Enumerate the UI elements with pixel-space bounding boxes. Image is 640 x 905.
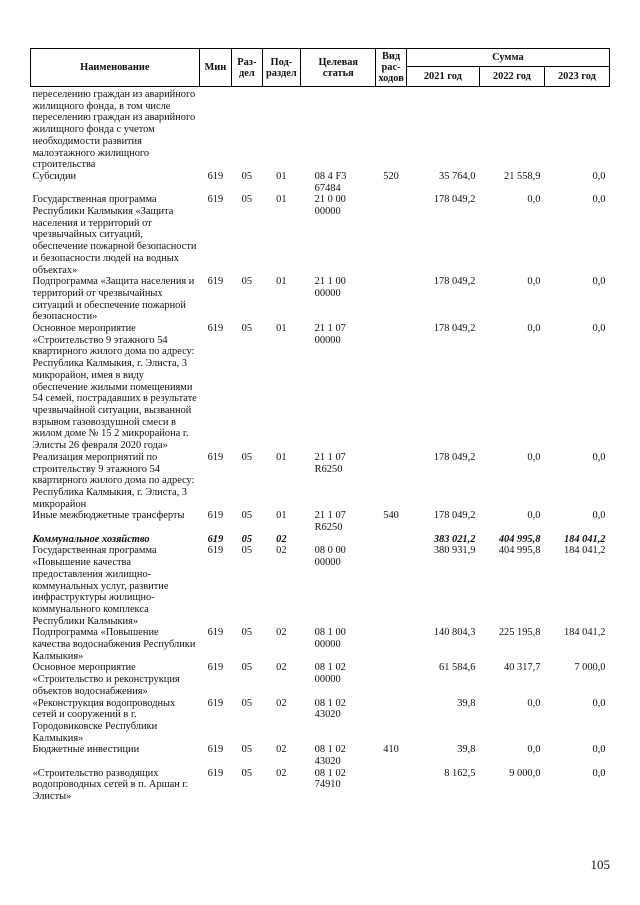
cell-2023 (544, 87, 609, 171)
cell-name: «Строительство разводящих водопроводных сетей в п. Аршан г. Элисты» (32, 767, 189, 803)
header-name: Наименование (31, 49, 200, 87)
cell-vid-rashodov (376, 698, 406, 745)
cell-celevaya-statya: 08 0 00 00000 (314, 545, 346, 569)
cell-name: Основное мероприятие «Строительство 9 этажного 54 квартирного жилого дома по адресу: Республика Калмыкия, г. Элиста, 3 микрорайон, имея в виду обеспечение жилыми помещениями 54 семей, пострадавших в результате чрезвычайной ситуации, вызванной взрывом газовоздушной смеси в жилом доме № 15 2 микрорайона г. Элисты 26 февраля 2020 года» (32, 323, 197, 452)
cell-min (199, 87, 232, 171)
cell-2023: 184 041,2 (563, 627, 606, 639)
cell-2023: 7 000,0 (574, 662, 606, 674)
cell-2023: 0,0 (592, 323, 606, 335)
cell-celevaya-statya: 21 1 07 R6250 (314, 451, 346, 475)
cell-name: Реализация мероприятий по строительству 9 этажного 54 квартирного жилого дома по адресу: Республика Калмыкия, г. Элиста, 3 микрорайон (32, 451, 195, 510)
table-row (31, 276, 610, 323)
table-row (31, 534, 610, 546)
table-row (31, 510, 610, 533)
cell-vid-rashodov (376, 768, 406, 803)
cell-min: 619 (207, 662, 224, 674)
cell-vid-rashodov: 540 (383, 510, 399, 522)
cell-min: 619 (207, 697, 224, 709)
cell-podrazdel: 01 (276, 276, 287, 288)
cell-2022: 0,0 (527, 194, 541, 206)
cell-min: 619 (207, 533, 224, 545)
table-body (31, 87, 610, 803)
cell-name: Субсидии (32, 170, 77, 182)
cell-2022: 40 317,7 (504, 662, 541, 674)
table-row (31, 87, 610, 171)
cell-2022: 0,0 (527, 323, 541, 335)
cell-min: 619 (207, 627, 224, 639)
cell-min: 619 (207, 767, 224, 779)
cell-2022 (479, 87, 544, 171)
cell-razdel: 05 (241, 170, 253, 182)
cell-razdel: 05 (241, 194, 253, 206)
cell-podrazdel: 02 (276, 697, 287, 709)
cell-2021: 383 021,2 (433, 533, 476, 545)
cell-vid-rashodov (376, 276, 406, 323)
cell-vid-rashodov (376, 323, 406, 452)
cell-2023: 0,0 (592, 510, 606, 522)
cell-razdel: 05 (241, 627, 253, 639)
cell-podrazdel: 01 (276, 451, 287, 463)
cell-podrazdel: 02 (276, 744, 287, 756)
table-row (31, 768, 610, 803)
header-2022: 2022 год (479, 67, 544, 87)
cell-vid-rashodov (376, 452, 406, 511)
cell-2021: 8 162,5 (444, 767, 476, 779)
table-row (31, 744, 610, 767)
table-row (31, 323, 610, 452)
cell-razdel: 05 (241, 276, 253, 288)
cell-razdel: 05 (241, 744, 253, 756)
cell-razdel: 05 (241, 767, 253, 779)
cell-2021: 178 049,2 (433, 276, 476, 288)
cell-2022: 0,0 (527, 510, 541, 522)
cell-razdel (232, 87, 262, 171)
cell-vid-rashodov (376, 87, 406, 171)
cell-celevaya-statya (301, 534, 376, 546)
cell-vid-rashodov (376, 534, 406, 546)
cell-celevaya-statya: 08 1 00 00000 (314, 627, 346, 651)
cell-podrazdel: 01 (276, 170, 287, 182)
cell-name: «Реконструкция водопроводных сетей и сооружений в г. Городовиковске Республики Калмыкия» (32, 697, 176, 744)
cell-razdel: 05 (241, 662, 253, 674)
cell-podrazdel: 02 (276, 533, 287, 545)
cell-razdel: 05 (241, 533, 253, 545)
page-number: 105 (590, 857, 610, 872)
table-row (31, 452, 610, 511)
cell-celevaya-statya: 08 1 02 74910 (314, 767, 346, 791)
cell-2023: 0,0 (592, 451, 606, 463)
cell-name: Иные межбюджетные трансферты (32, 510, 185, 522)
cell-celevaya-statya: 21 1 07 00000 (314, 323, 346, 346)
header-celevaya (301, 49, 376, 87)
cell-razdel: 05 (241, 451, 253, 463)
cell-2023: 0,0 (592, 744, 606, 756)
cell-2022: 21 558,9 (504, 170, 541, 182)
cell-2021 (406, 87, 479, 171)
cell-podrazdel: 02 (276, 767, 287, 779)
cell-celevaya-statya: 08 4 F3 67484 (314, 170, 347, 194)
cell-min: 619 (207, 510, 224, 522)
cell-2021: 178 049,2 (433, 510, 476, 522)
cell-razdel: 05 (241, 697, 253, 709)
cell-2023: 0,0 (592, 276, 606, 288)
header-podrazdel-text: Под- раздел (266, 56, 297, 79)
cell-2021: 140 804,3 (433, 627, 476, 639)
cell-podrazdel: 02 (276, 662, 287, 674)
cell-razdel: 05 (241, 510, 253, 522)
cell-2023: 0,0 (592, 697, 606, 709)
cell-2021: 39,8 (457, 697, 476, 709)
cell-podrazdel: 02 (276, 545, 287, 557)
header-vid-text: Вид рас- ходов (378, 51, 404, 84)
cell-name: переселению граждан из аварийного жилищного фонда, в том числе переселению граждан из аварийного жилищного фонда с учетом необходимости развития малоэтажного жилищного строительства (32, 89, 196, 171)
cell-2023: 184 041,2 (563, 545, 606, 557)
cell-2021: 380 931,9 (433, 545, 476, 557)
cell-2022: 0,0 (527, 744, 541, 756)
table-row (31, 627, 610, 662)
header-2021: 2021 год (406, 67, 479, 87)
table-row (31, 698, 610, 745)
cell-min: 619 (207, 451, 224, 463)
cell-2023: 0,0 (592, 194, 606, 206)
cell-podrazdel: 01 (276, 323, 287, 335)
cell-celevaya-statya: 08 1 02 43020 (314, 697, 346, 721)
cell-razdel: 05 (241, 323, 253, 335)
header-vid (376, 49, 406, 87)
budget-table (30, 48, 610, 803)
cell-name: Подпрограмма «Повышение качества водоснабжения Республики Калмыкия» (32, 627, 196, 662)
cell-celevaya-statya: 08 1 02 00000 (314, 662, 346, 686)
cell-2022: 404 995,8 (498, 533, 541, 545)
cell-2023: 0,0 (592, 170, 606, 182)
cell-podrazdel: 01 (276, 194, 287, 206)
cell-2021: 35 764,0 (439, 170, 476, 182)
table-header (31, 49, 610, 87)
cell-min: 619 (207, 545, 224, 557)
cell-celevaya-statya: 21 1 00 00000 (314, 276, 346, 299)
cell-vid-rashodov (376, 627, 406, 662)
cell-celevaya-statya: 08 1 02 43020 (314, 744, 346, 768)
cell-name: Бюджетные инвестиции (32, 744, 140, 756)
table-row (31, 545, 610, 627)
cell-vid-rashodov: 410 (383, 744, 399, 756)
table-row (31, 194, 610, 276)
cell-name: Основное мероприятие «Строительство и реконструкция объектов водоснабжения» (32, 662, 180, 697)
cell-celevaya-statya: 21 0 00 00000 (314, 194, 346, 218)
cell-2021: 61 584,6 (439, 662, 476, 674)
cell-2022: 404 995,8 (498, 545, 541, 557)
cell-2022: 225 195,8 (498, 627, 541, 639)
cell-2023: 184 041,2 (563, 533, 606, 545)
cell-2022: 0,0 (527, 451, 541, 463)
cell-2021: 178 049,2 (433, 323, 476, 335)
cell-min: 619 (207, 323, 224, 335)
cell-name: Подпрограмма «Защита населения и территорий от чрезвычайных ситуаций и обеспечение пожарной безопасности» (32, 276, 195, 323)
cell-2021: 178 049,2 (433, 194, 476, 206)
cell-podrazdel: 01 (276, 510, 287, 522)
cell-2022: 0,0 (527, 276, 541, 288)
cell-podrazdel: 02 (276, 627, 287, 639)
header-2023: 2023 год (544, 67, 609, 87)
header-razdel (232, 49, 262, 87)
cell-vid-rashodov (376, 545, 406, 627)
cell-2021: 178 049,2 (433, 451, 476, 463)
cell-razdel: 05 (241, 545, 253, 557)
cell-name: Коммунальное хозяйство (32, 533, 150, 545)
cell-2023: 0,0 (592, 767, 606, 779)
header-summa: Сумма (406, 49, 609, 67)
cell-vid-rashodov (376, 194, 406, 276)
header-razdel-text: Раз- дел (237, 56, 257, 79)
cell-celevaya-statya (301, 87, 376, 171)
cell-2021: 39,8 (457, 744, 476, 756)
cell-podrazdel (262, 87, 301, 171)
cell-celevaya-statya: 21 1 07 R6250 (314, 510, 346, 534)
table-row (31, 171, 610, 194)
header-celevaya-text: Целевая статья (318, 56, 359, 79)
header-podrazdel (262, 49, 301, 87)
cell-2022: 0,0 (527, 697, 541, 709)
cell-vid-rashodov (376, 662, 406, 697)
cell-min: 619 (207, 194, 224, 206)
cell-min: 619 (207, 170, 224, 182)
header-min: Мин (199, 49, 232, 87)
cell-min: 619 (207, 744, 224, 756)
table-row (31, 662, 610, 697)
cell-2022: 9 000,0 (509, 767, 541, 779)
cell-name: Государственная программа «Повышение качества предоставления жилищно-коммунальных услуг, развитие инфраструктуры жилищно-коммунального комплекса Республики Калмыкия» (32, 545, 169, 627)
cell-vid-rashodov: 520 (383, 170, 399, 182)
cell-min: 619 (207, 276, 224, 288)
cell-name: Государственная программа Республики Калмыкия «Защита населения и территорий от чрезвычайных ситуаций, обеспечение пожарной безопасности и безопасности людей на водных объектах» (32, 194, 197, 276)
